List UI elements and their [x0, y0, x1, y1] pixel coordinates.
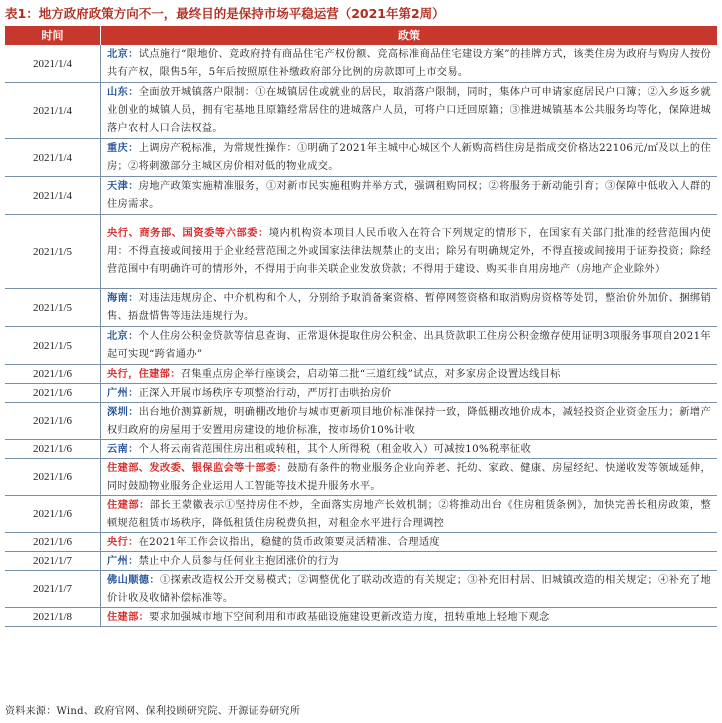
policy-department: 佛山顺德：	[107, 573, 160, 586]
row-policy	[101, 177, 717, 214]
policy-text: 要求加强城市地下空间利用和市政基础设施建设更新改造力度，扭转重地上轻地下观念	[149, 611, 550, 623]
table-row	[5, 365, 717, 384]
policy-text: 召集重点房企举行座谈会，启动第二批“三道红线”试点，对多家房企设置达线目标	[180, 368, 561, 380]
row-date: 2021/1/6	[5, 533, 101, 551]
table-row	[5, 571, 717, 608]
policy-department: 北京：	[107, 48, 139, 60]
table-title: 表1：地方政府政策方向不一，最终目的是保持市场平稳运营（2021年第2周）	[5, 6, 445, 21]
policy-text: 试点施行“限地价、竞政府持有商品住宅产权份额、竞高标准商品住宅建设方案”的挂牌方式，该类住房为政府与购房人按份共有产权，限售5年，5年后按照原住补缴政府部分比例的房款即可上市交易。	[107, 49, 711, 78]
policy-department: 重庆：	[107, 142, 139, 154]
row-date: 2021/1/5	[5, 289, 101, 326]
row-date: 2021/1/5	[5, 215, 101, 288]
table-row	[5, 608, 717, 627]
row-policy	[101, 83, 717, 138]
policy-text: 全面放开城镇落户限制：①在城镇居住或就业的居民，取消落户限制，同时，集体户可申请家庭居民户口簿；②入乡返乡就业创业的城镇人员，拥有宅基地且原籍经常居住的进城落户人员，可将户口迁回原籍；③推进城镇基本公共服务均等化，保障进城落户农村人口合法权益。	[107, 87, 711, 134]
policy-department: 深圳：	[107, 405, 139, 418]
table-row	[5, 552, 717, 571]
table-row	[5, 139, 717, 177]
table-row	[5, 384, 717, 403]
policy-text: 个人将云南省范围住房出租或转租，其个人所得税（租金收入）可减按10%税率征收	[138, 443, 532, 455]
policy-department: 北京：	[107, 330, 139, 342]
row-date: 2021/1/6	[5, 365, 101, 383]
policy-text: 鼓励有条件的物业服务企业向养老、托幼、家政、健康、房屋经纪、快递收发等领域延伸，同时鼓励物业服务企业运用人工智能等技术提升服务水平。	[107, 462, 711, 492]
table-row	[5, 459, 717, 496]
row-date: 2021/1/4	[5, 83, 101, 138]
policy-department: 住建部：	[107, 498, 150, 511]
policy-department: 广州：	[107, 386, 139, 399]
row-policy	[101, 327, 717, 364]
row-policy	[101, 45, 717, 82]
policy-text: 部长王蒙徽表示①坚持房住不炒，全面落实房地产长效机制；②将推动出台《住房租赁条例》，加快完善长租房政策，整顿规范租赁市场秩序，降低租赁住房税费负担，对租金水平进行合理调控	[107, 499, 711, 529]
row-policy	[101, 608, 717, 626]
table-row	[5, 440, 717, 459]
policy-department: 央行，住建部：	[107, 367, 181, 380]
table-row	[5, 289, 717, 327]
row-policy	[101, 552, 717, 570]
row-policy	[101, 365, 717, 383]
policy-department: 央行：	[107, 535, 139, 548]
policy-text: ①探索改造权公开交易模式；②调整优化了联动改造的有关规定；③补充旧村居、旧城镇改造的相关规定；④补充了地价计收及收储补偿标准等。	[107, 574, 712, 604]
policy-text: 正深入开展市场秩序专项整治行动，严厉打击哄抬房价	[138, 387, 392, 399]
policy-department: 住建部、发改委、银保监会等十部委：	[107, 461, 288, 474]
policy-department: 广州：	[107, 554, 139, 567]
row-policy	[101, 215, 717, 288]
row-policy	[101, 384, 717, 402]
policy-text: 上调房产税标准，为常规性操作：①明确了2021年主城中心城区个人新购高档住房是指成交价格达22106元/㎡及以上的住房；②将刺激部分主城区房价相对低的物业成交。	[107, 143, 711, 172]
table-row	[5, 215, 717, 289]
table-row	[5, 83, 717, 139]
row-date: 2021/1/8	[5, 608, 101, 626]
row-policy	[101, 139, 717, 176]
row-date: 2021/1/6	[5, 440, 101, 458]
table-row	[5, 533, 717, 552]
source-note: 资料来源：Wind、政府官网、保利投顾研究院、开源证券研究所	[5, 706, 301, 717]
row-policy	[101, 496, 717, 532]
table-row	[5, 177, 717, 215]
table-row	[5, 45, 717, 83]
row-policy	[101, 571, 717, 607]
policy-text: 个人住房公积金贷款等信息查询、正常退休提取住房公积金、出具贷款职工住房公积金缴存使用证明3项服务事项自2021年起可实现“跨省通办”	[107, 331, 711, 360]
policy-text: 境内机构资本项目人民币收入在符合下列规定的情形下，在国家有关部门批准的经营范围内使用：不得直接或间接用于企业经营范围之外或国家法律法规禁止的支出；除另有明确规定外，不得直接或间接用于证券投资；除经营范围中有明确许可的情形外，不得用于向非关联企业发放贷款；不得用于建设、购买非自用房地产（房地产企业除外）	[107, 228, 711, 275]
row-date: 2021/1/6	[5, 459, 101, 495]
policy-department: 海南：	[107, 292, 139, 304]
row-date: 2021/1/6	[5, 384, 101, 402]
policy-text: 房地产政策实施精准服务，①对新市民实施租购并举方式，强调租购同权；②将服务于新动能引育；③保障中低收入人群的住房需求。	[107, 181, 711, 210]
policy-department: 央行、商务部、国资委等六部委：	[107, 227, 269, 239]
row-date: 2021/1/7	[5, 571, 101, 607]
policy-department: 住建部：	[107, 610, 150, 623]
table-header	[5, 26, 717, 45]
row-date: 2021/1/5	[5, 327, 101, 364]
header-policy: 政策	[398, 29, 420, 42]
row-policy	[101, 403, 717, 439]
policy-department: 天津：	[107, 180, 139, 192]
row-policy	[101, 459, 717, 495]
policy-table	[5, 26, 717, 627]
table-row	[5, 496, 717, 533]
table-row	[5, 327, 717, 365]
policy-department: 山东：	[107, 86, 139, 98]
row-date: 2021/1/4	[5, 139, 101, 176]
policy-text: 禁止中介人员参与任何业主抱团涨价的行为	[138, 555, 339, 567]
policy-department: 云南：	[107, 442, 139, 455]
row-date: 2021/1/4	[5, 45, 101, 82]
policy-text: 对违法违规房企、中介机构和个人，分别给予取消备案资格、暂停网签资格和取消购房资格等处罚，整治价外加价、捆绑销售、捂盘惜售等违法违规行为。	[107, 293, 711, 322]
header-date: 时间	[5, 26, 101, 45]
policy-text: 出台地价测算新规，明确棚改地价与城市更新项目地价标准保持一致，降低棚改地价成本，减轻投资企业资金压力；新增产权归政府的房屋用于安置用房建设的地价标准，按市场价10%计收	[107, 406, 711, 436]
policy-text: 在2021年工作会议指出，稳健的货币政策要灵活精准、合理适度	[138, 536, 440, 548]
row-date: 2021/1/7	[5, 552, 101, 570]
row-policy	[101, 289, 717, 326]
table-row	[5, 403, 717, 440]
row-date: 2021/1/6	[5, 403, 101, 439]
row-policy	[101, 533, 717, 551]
row-policy	[101, 440, 717, 458]
table-body	[5, 45, 717, 627]
row-date: 2021/1/4	[5, 177, 101, 214]
row-date: 2021/1/6	[5, 496, 101, 532]
